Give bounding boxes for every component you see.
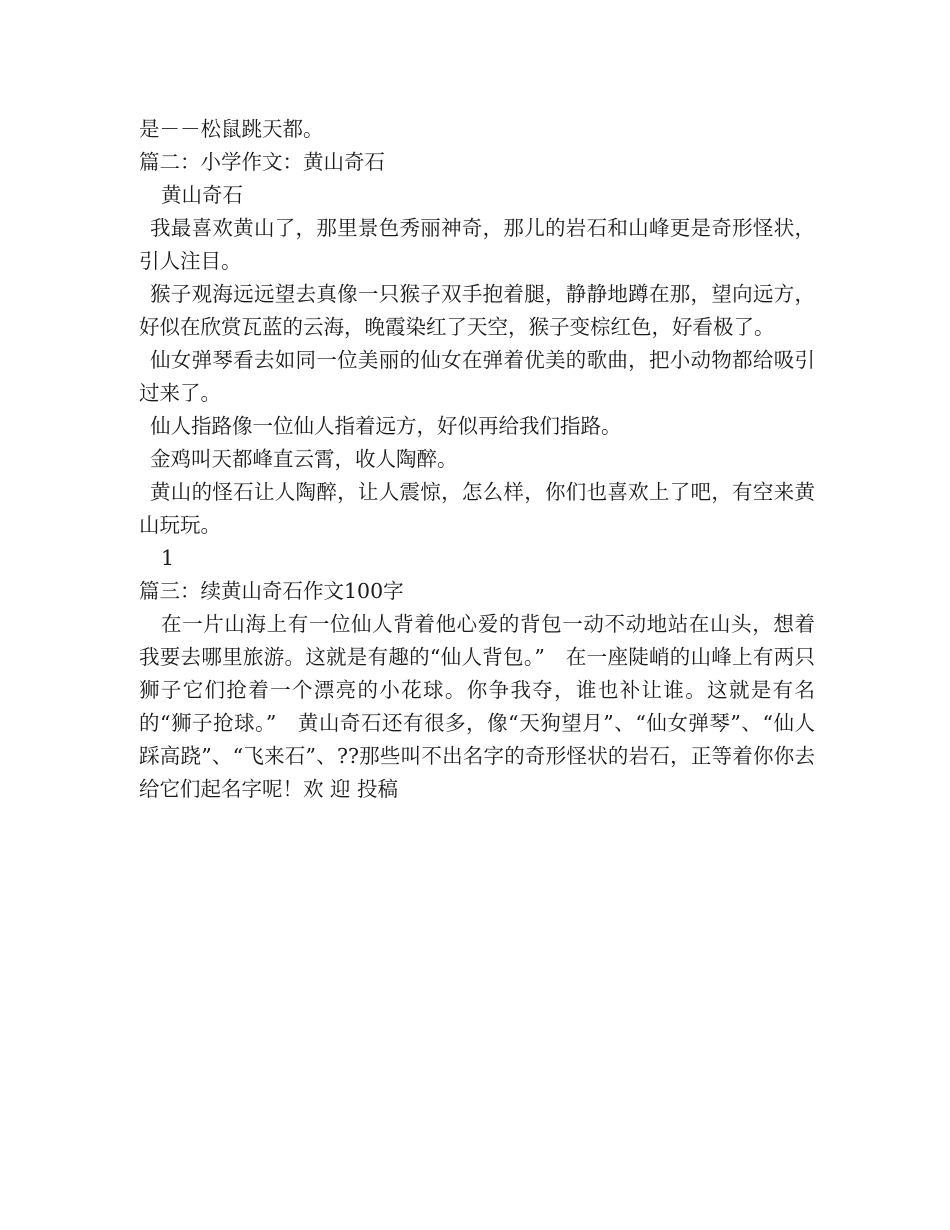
page-number: 1 xyxy=(161,546,175,570)
section-heading-3: 篇三：续黄山奇石作文100字 xyxy=(139,579,404,603)
section-heading-2: 篇二：小学作文：黄山奇石 xyxy=(139,150,385,174)
paragraph-continuation: 是－－松鼠跳天都。 xyxy=(139,117,324,141)
paragraph-fairy: 仙女弹琴看去如同一位美丽的仙女在弹着优美的歌曲，把小动物都给吸引过来了。 xyxy=(139,348,815,405)
paragraph-conclusion: 黄山的怪石让人陶醉，让人震惊，怎么样，你们也喜欢上了吧，有空来黄山玩玩。 xyxy=(139,480,815,537)
paragraph-sequel: 在一片山海上有一位仙人背着他心爱的背包一动不动地站在山头，想着我要去哪里旅游。这就是有趣的“仙人背包。” 在一座陡峭的山峰上有两只狮子它们抢着一个漂亮的小花球。你争我夺，谁也补让谁。这就是有名的“狮子抢球。” 黄山奇石还有很多，像“天狗望月”、“仙女弹琴”、“仙人踩高跷”、“飞来石”、??那些叫不出名字的奇形怪状的岩石，正等着你你去给它们起名字呢！欢 迎 投稿 xyxy=(139,612,815,801)
paragraph-intro: 我最喜欢黄山了，那里景色秀丽神奇，那儿的岩石和山峰更是奇形怪状，引人注目。 xyxy=(139,216,815,273)
document-page xyxy=(139,113,815,806)
paragraph-monkey: 猴子观海远远望去真像一只猴子双手抱着腿，静静地蹲在那，望向远方，好似在欣赏瓦蓝的云海，晚霞染红了天空，猴子变棕红色，好看极了。 xyxy=(139,282,815,339)
paragraph-rooster: 金鸡叫天都峰直云霄，收人陶醉。 xyxy=(150,447,458,471)
essay-title: 黄山奇石 xyxy=(161,183,243,207)
paragraph-immortal: 仙人指路像一位仙人指着远方，好似再给我们指路。 xyxy=(150,414,622,438)
